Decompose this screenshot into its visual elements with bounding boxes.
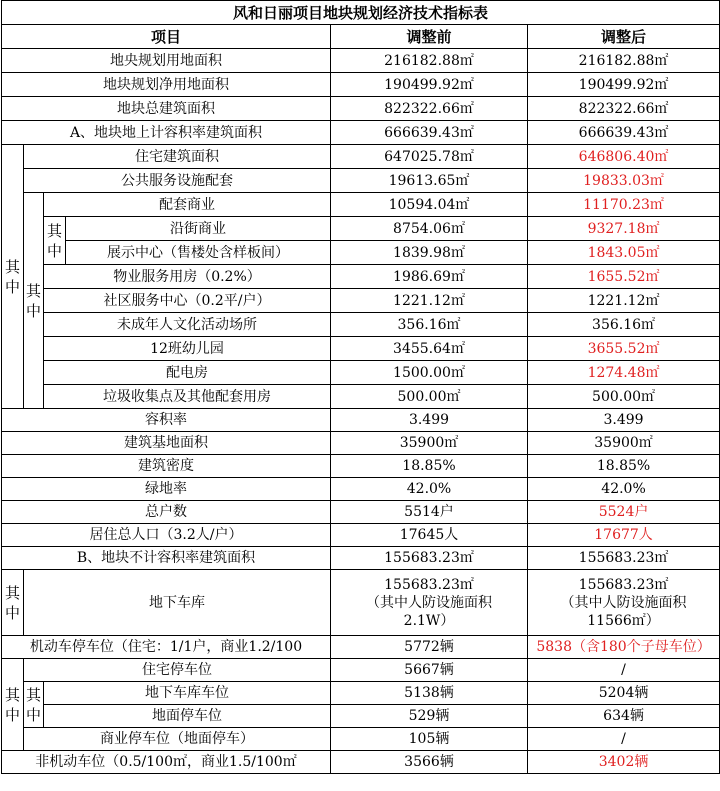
row-before: 18.85%	[331, 455, 528, 478]
row-after: 666639.43㎡	[528, 121, 720, 145]
row-before: 5667辆	[331, 659, 528, 682]
row-after-changed: 5838（含180个子母车位）	[528, 636, 720, 659]
row-after-multiline	[528, 570, 720, 636]
row-label: 地下车库	[24, 570, 331, 636]
row-after: 3.499	[528, 409, 720, 432]
row-label: 地面停车位	[44, 705, 331, 728]
row-label: 社区服务中心（0.2平/户）	[44, 289, 331, 313]
row-before: 155683.23㎡	[331, 547, 528, 570]
row-after: /	[528, 659, 720, 682]
row-label: 建筑基地面积	[2, 432, 331, 455]
row-after-changed: 1843.05㎡	[528, 241, 720, 265]
row-before: 1986.69㎡	[331, 265, 528, 289]
row-before: 8754.06㎡	[331, 217, 528, 241]
row-after-changed: 1274.48㎡	[528, 361, 720, 385]
row-before: 19613.65㎡	[331, 169, 528, 193]
row-after: 634辆	[528, 705, 720, 728]
parking-qizhong-label: 其 中	[2, 659, 24, 751]
row-label: 居住总人口（3.2人/户）	[2, 524, 331, 547]
row-before: 1221.12㎡	[331, 289, 528, 313]
row-after: 5204辆	[528, 682, 720, 705]
header-before: 调整前	[331, 25, 528, 49]
row-after-changed: 3402辆	[528, 751, 720, 774]
row-label: 容积率	[2, 409, 331, 432]
row-after-changed: 11170.23㎡	[528, 193, 720, 217]
group-qizhong-label: 其 中	[2, 145, 24, 409]
row-label: 地下车库车位	[44, 682, 331, 705]
row-before: 647025.78㎡	[331, 145, 528, 169]
row-label: 非机动车位（0.5/100㎡，商业1.5/100㎡	[2, 751, 331, 774]
row-after: 356.16㎡	[528, 313, 720, 337]
row-before: 17645人	[331, 524, 528, 547]
row-before: 822322.66㎡	[331, 97, 528, 121]
row-before: 5514户	[331, 501, 528, 524]
subgroup-qizhong-label: 其 中	[24, 193, 44, 409]
row-after-changed: 646806.40㎡	[528, 145, 720, 169]
row-label: B、地块不计容积率建筑面积	[2, 547, 331, 570]
header-after: 调整后	[528, 25, 720, 49]
row-label: 垃圾收集点及其他配套用房	[44, 385, 331, 409]
row-before: 3455.64㎡	[331, 337, 528, 361]
row-label: 绿地率	[2, 478, 331, 501]
row-after-changed: 1655.52㎡	[528, 265, 720, 289]
row-after: 42.0%	[528, 478, 720, 501]
row-before: 10594.04㎡	[331, 193, 528, 217]
row-after-changed: 5524户	[528, 501, 720, 524]
row-after-changed: 3655.52㎡	[528, 337, 720, 361]
row-label: 地央规划用地面积	[2, 49, 331, 73]
row-label: 地块总建筑面积	[2, 97, 331, 121]
after-line-3: 11566㎡）	[587, 612, 660, 629]
row-before: 666639.43㎡	[331, 121, 528, 145]
row-after-changed: 9327.18㎡	[528, 217, 720, 241]
row-after: /	[528, 728, 720, 751]
row-after: 18.85%	[528, 455, 720, 478]
row-label: 未成年人文化活动场所	[44, 313, 331, 337]
before-line-2: （其中人防设施面积	[366, 594, 492, 611]
row-label: 公共服务设施配套	[24, 169, 331, 193]
before-line-3: 2.1W）	[403, 612, 455, 629]
row-before: 190499.92㎡	[331, 73, 528, 97]
row-after: 155683.23㎡	[528, 547, 720, 570]
row-label: 建筑密度	[2, 455, 331, 478]
row-before: 3.499	[331, 409, 528, 432]
row-label: 展示中心（售楼处含样板间）	[66, 241, 331, 265]
indicator-table	[1, 0, 720, 774]
row-label: 沿街商业	[66, 217, 331, 241]
row-after: 190499.92㎡	[528, 73, 720, 97]
after-line-2: （其中人防设施面积	[560, 594, 687, 611]
row-before: 1500.00㎡	[331, 361, 528, 385]
row-before: 529辆	[331, 705, 528, 728]
row-after: 822322.66㎡	[528, 97, 720, 121]
row-after-changed: 19833.03㎡	[528, 169, 720, 193]
row-before: 5138辆	[331, 682, 528, 705]
row-label: 配电房	[44, 361, 331, 385]
row-after: 500.00㎡	[528, 385, 720, 409]
row-label: 物业服务用房（0.2%）	[44, 265, 331, 289]
row-after-changed: 17677人	[528, 524, 720, 547]
after-line-1: 155683.23㎡	[578, 576, 669, 593]
row-label: 12班幼儿园	[44, 337, 331, 361]
row-before: 5772辆	[331, 636, 528, 659]
row-before: 500.00㎡	[331, 385, 528, 409]
row-label: 总户数	[2, 501, 331, 524]
parking-sub-qizhong-label: 其 中	[24, 682, 44, 728]
basement-qizhong-label: 其 中	[2, 570, 24, 636]
row-before: 356.16㎡	[331, 313, 528, 337]
row-after: 216182.88㎡	[528, 49, 720, 73]
row-label: 地块规划净用地面积	[2, 73, 331, 97]
row-label: A、地块地上计容积率建筑面积	[2, 121, 331, 145]
row-before: 42.0%	[331, 478, 528, 501]
row-label: 住宅停车位	[24, 659, 331, 682]
header-item: 项目	[2, 25, 331, 49]
row-label: 住宅建筑面积	[24, 145, 331, 169]
subsub-qizhong-label: 其 中	[44, 217, 66, 265]
row-label: 机动车停车位（住宅：1/1户，商业1.2/100	[2, 636, 331, 659]
row-before: 105辆	[331, 728, 528, 751]
row-label: 配套商业	[44, 193, 331, 217]
row-before: 3566辆	[331, 751, 528, 774]
row-after: 35900㎡	[528, 432, 720, 455]
row-after: 1221.12㎡	[528, 289, 720, 313]
table-title: 风和日丽项目地块规划经济技术指标表	[2, 1, 720, 25]
before-line-1: 155683.23㎡	[384, 576, 474, 593]
row-label: 商业停车位（地面停车）	[24, 728, 331, 751]
row-before-multiline	[331, 570, 528, 636]
row-before: 35900㎡	[331, 432, 528, 455]
row-before: 216182.88㎡	[331, 49, 528, 73]
row-before: 1839.98㎡	[331, 241, 528, 265]
